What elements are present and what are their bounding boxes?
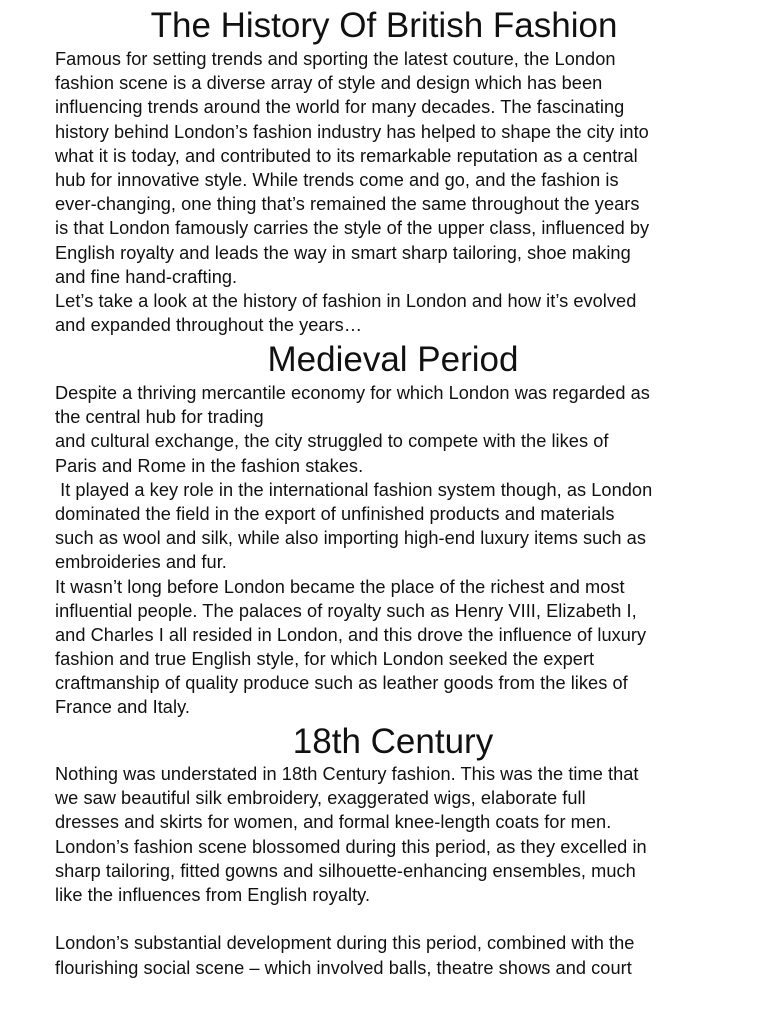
intro-paragraphs bbox=[55, 47, 755, 337]
text-line: dresses and skirts for women, and formal knee-length coats for men. bbox=[55, 812, 612, 833]
text-line: we saw beautiful silk embroidery, exaggerated wigs, elaborate full bbox=[55, 788, 586, 809]
text-line: sharp tailoring, fitted gowns and silhouette-enhancing ensembles, much bbox=[55, 860, 636, 881]
text-line: and Charles I all resided in London, and this drove the influence of luxury bbox=[55, 624, 647, 645]
text-line: Famous for setting trends and sporting the latest couture, the London bbox=[55, 49, 616, 69]
text-line: craftmanship of quality produce such as leather goods from the likes of bbox=[55, 673, 628, 694]
text-line: hub for innovative style. While trends come and go, and the fashion is bbox=[55, 169, 619, 190]
text-line: It played a key role in the international fashion system though, as London bbox=[55, 479, 653, 500]
text-line: Despite a thriving mercantile economy for which London was regarded as bbox=[55, 383, 650, 403]
text-line: Paris and Rome in the fashion stakes. bbox=[55, 455, 364, 476]
medieval-paragraphs bbox=[55, 381, 755, 720]
text-line: history behind London’s fashion industry has helped to shape the city into bbox=[55, 121, 649, 142]
text-line: Nothing was understated in 18th Century fashion. This was the time that bbox=[55, 764, 639, 784]
text-line: fashion and true English style, for which London seeked the expert bbox=[55, 649, 595, 670]
text-line: fashion scene is a diverse array of style and design which has been bbox=[55, 73, 603, 94]
text-line: dominated the field in the export of unfinished products and materials bbox=[55, 503, 615, 524]
text-line: ever-changing, one thing that’s remained the same throughout the years bbox=[55, 194, 640, 215]
text-line: and cultural exchange, the city struggled to compete with the likes of bbox=[55, 431, 609, 452]
century18-paragraphs bbox=[55, 762, 755, 980]
section-heading-18th-century: 18th Century bbox=[292, 722, 494, 761]
text-line: and fine hand-crafting. bbox=[55, 266, 238, 287]
text-line: is that London famously carries the style of the upper class, influenced by bbox=[55, 218, 650, 239]
text-line: such as wool and silk, while also importing high-end luxury items such as bbox=[55, 528, 646, 549]
text-line: the central hub for trading bbox=[55, 407, 264, 428]
paragraph-spacer bbox=[55, 907, 755, 931]
text-line: what it is today, and contributed to its remarkable reputation as a central bbox=[55, 145, 638, 166]
text-line: Let’s take a look at the history of fashion in London and how it’s evolved bbox=[55, 290, 637, 311]
text-line: and expanded throughout the years… bbox=[55, 315, 363, 336]
text-line: London’s substantial development during this period, combined with the bbox=[55, 933, 635, 954]
text-line: It wasn’t long before London became the place of the richest and most bbox=[55, 576, 625, 597]
text-line: like the influences from English royalty. bbox=[55, 884, 371, 905]
section-heading-medieval: Medieval Period bbox=[267, 340, 519, 379]
text-line: English royalty and leads the way in smart sharp tailoring, shoe making bbox=[55, 242, 631, 263]
page-title: The History Of British Fashion bbox=[150, 6, 618, 45]
text-line: influencing trends around the world for many decades. The fascinating bbox=[55, 97, 625, 118]
text-line: influential people. The palaces of royalty such as Henry VIII, Elizabeth I, bbox=[55, 600, 637, 621]
text-line: embroideries and fur. bbox=[55, 552, 227, 573]
text-line: France and Italy. bbox=[55, 697, 190, 718]
text-line: flourishing social scene – which involved balls, theatre shows and court bbox=[55, 957, 632, 978]
text-line: London’s fashion scene blossomed during this period, as they excelled in bbox=[55, 836, 647, 857]
